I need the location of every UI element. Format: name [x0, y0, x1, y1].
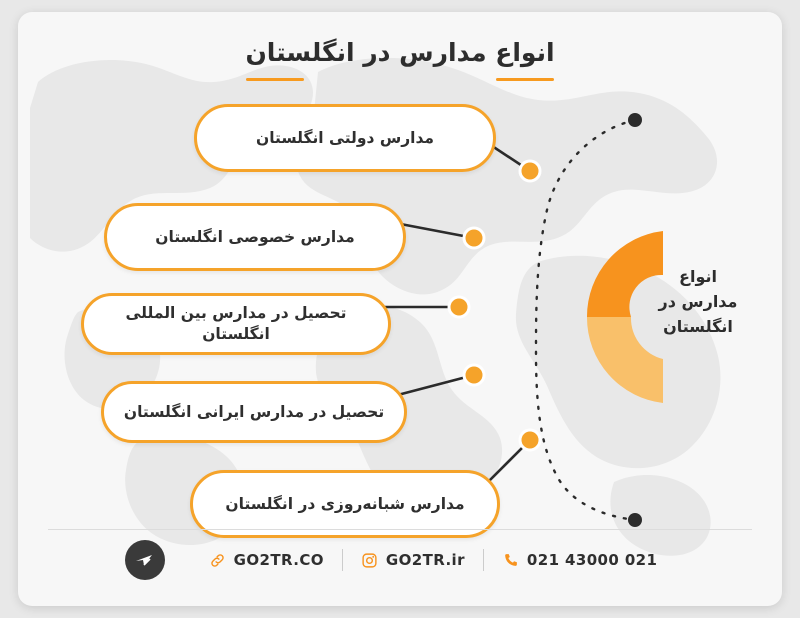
phone-icon: [502, 552, 519, 569]
center-label-line-3: انگلستان: [663, 316, 733, 336]
infographic-card: [18, 12, 782, 606]
center-label-line-1: انواع: [679, 267, 717, 286]
center-label: [638, 265, 758, 339]
title-rule-right: [496, 78, 554, 81]
item-pill-1[interactable]: [194, 104, 496, 172]
footer-website-text: GO2TR.CO: [233, 551, 324, 569]
footer-website[interactable]: [191, 551, 342, 569]
link-icon: [209, 552, 226, 569]
instagram-icon: [361, 552, 378, 569]
item-pill-5[interactable]: [190, 470, 500, 538]
footer-content: [125, 532, 676, 580]
item-pill-4[interactable]: [101, 381, 407, 443]
footer-instagram-text: GO2TR.ir: [385, 551, 465, 569]
center-label-line-2: مدارس در: [658, 291, 738, 311]
item-label-5: مدارس شبانه‌روزی در انگلستان: [225, 494, 465, 513]
item-pill-2[interactable]: [104, 203, 406, 271]
footer-instagram[interactable]: [343, 551, 483, 569]
item-label-1: مدارس دولتی انگلستان: [256, 128, 435, 147]
footer-phone[interactable]: [484, 551, 675, 569]
item-label-3: تحصیل در مدارس بین المللی انگلستان: [125, 304, 347, 343]
page-title: انواع مدارس در انگلستان: [245, 38, 555, 67]
brand-logo-icon: [125, 540, 165, 580]
footer-phone-text: 021 43000 021: [526, 551, 658, 569]
footer-bar: [48, 529, 752, 582]
item-pill-3[interactable]: [81, 293, 391, 355]
item-label-2: مدارس خصوصی انگلستان: [155, 227, 355, 246]
title-rule-left: [246, 78, 304, 81]
page-title-wrapper: [18, 38, 782, 67]
item-label-4: تحصیل در مدارس ایرانی انگلستان: [123, 402, 385, 421]
